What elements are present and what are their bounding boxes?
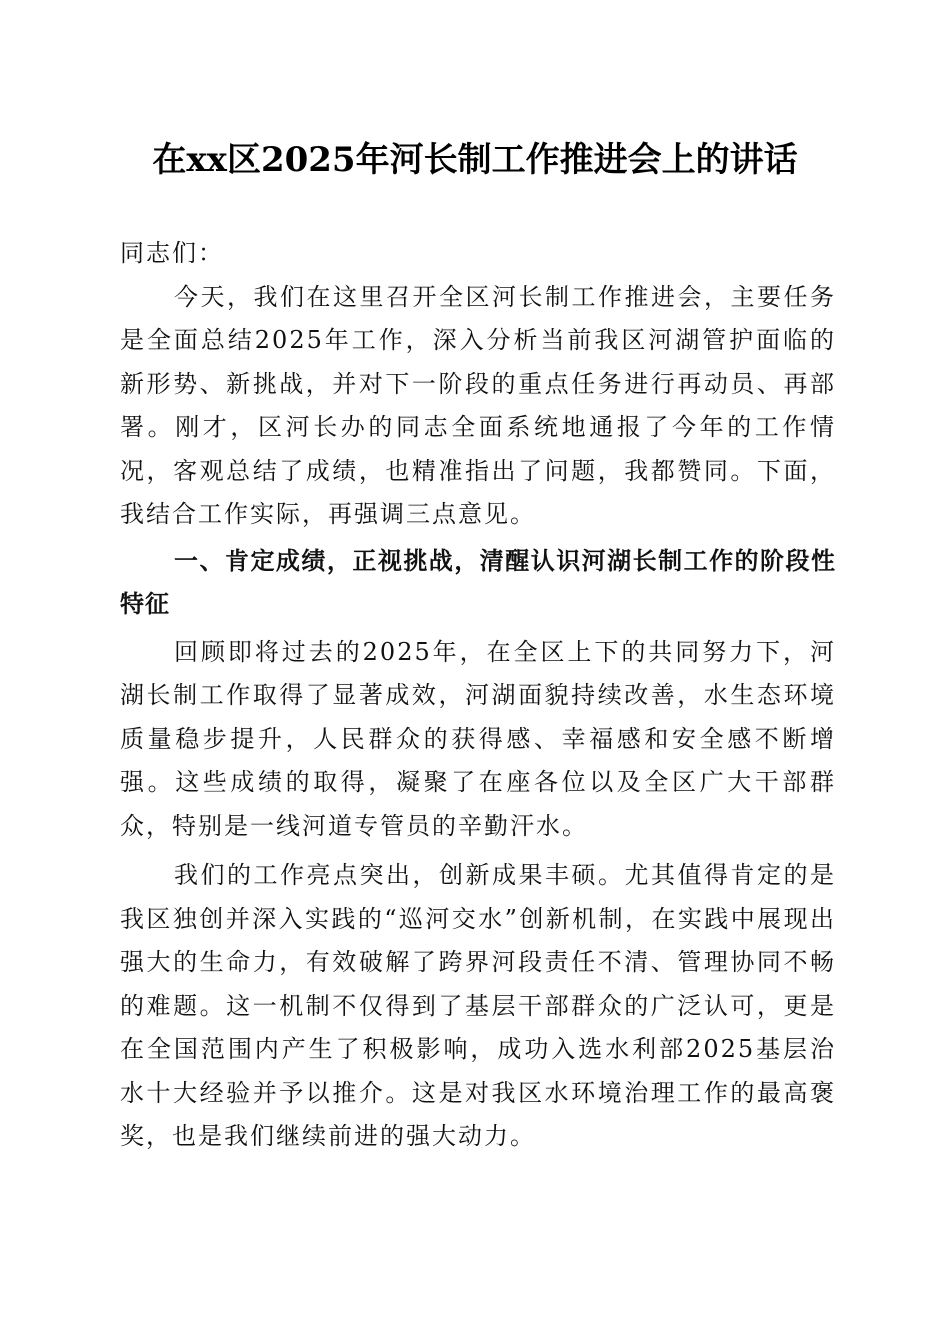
- section1-paragraph-1: 回顾即将过去的2025年，在全区上下的共同努力下，河湖长制工作取得了显著成效，河湖面貌持续改善，水生态环境质量稳步提升，人民群众的获得感、幸福感和安全感不断增强。这些成绩的取得，凝聚了在座各位以及全区广大干部群众，特别是一线河道专管员的辛勤汗水。: [120, 637, 836, 840]
- section-heading-1: 一、肯定成绩，正视挑战，清醒认识河湖长制工作的阶段性特征: [120, 546, 836, 618]
- section1-paragraph-2: 我们的工作亮点突出，创新成果丰硕。尤其值得肯定的是我区独创并深入实践的“巡河交水”创新机制，在实践中展现出强大的生命力，有效破解了跨界河段责任不清、管理协同不畅的难题。这一机制不仅得到了基层干部群众的广泛认可，更是在全国范围内产生了积极影响，成功入选水利部2025基层治水十大经验并予以推介。这是对我区水环境治理工作的最高褒奖，也是我们继续前进的强大动力。: [120, 861, 836, 1150]
- document-body: [120, 232, 836, 1159]
- document-title: 在xx区2025年河长制工作推进会上的讲话: [152, 140, 798, 180]
- salutation: 同志们：: [120, 239, 224, 267]
- intro-paragraph: 今天，我们在这里召开全区河长制工作推进会，主要任务是全面总结2025年工作，深入分析当前我区河湖管护面临的新形势、新挑战，并对下一阶段的重点任务进行再动员、再部署。刚才，区河长办的同志全面系统地通报了今年的工作情况，客观总结了成绩，也精准指出了问题，我都赞同。下面，我结合工作实际，再强调三点意见。: [120, 282, 836, 528]
